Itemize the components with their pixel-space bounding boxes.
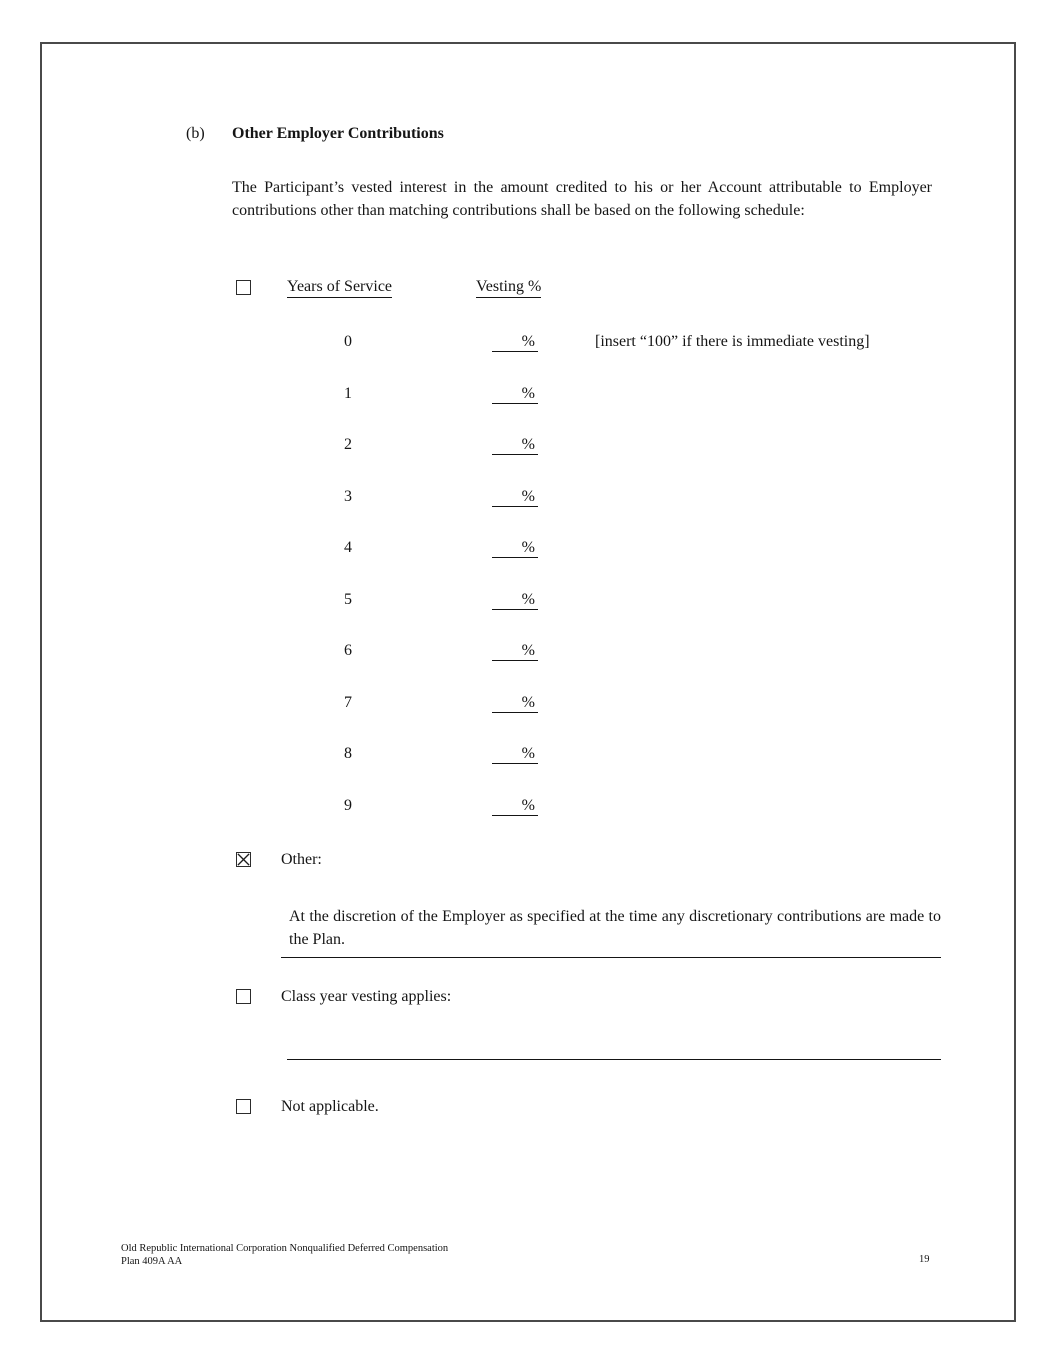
other-checkbox[interactable] xyxy=(236,852,251,867)
schedule-row xyxy=(236,436,956,488)
not-applicable-label: Not applicable. xyxy=(281,1098,379,1115)
vesting-percent-header: Vesting % xyxy=(476,278,541,298)
years-value: 1 xyxy=(344,384,352,402)
schedule-header-row xyxy=(236,278,956,333)
footer-line-1: Old Republic International Corporation Nonqualified Deferred Compensation xyxy=(121,1243,449,1254)
schedule-row xyxy=(236,333,956,385)
not-applicable-checkbox[interactable] xyxy=(236,1099,251,1114)
vesting-percent-blank[interactable]: % xyxy=(492,436,538,455)
section-title: Other Employer Contributions xyxy=(232,125,444,142)
other-label: Other: xyxy=(281,851,322,868)
vesting-percent-blank[interactable]: % xyxy=(492,385,538,404)
footer-line-2: Plan 409A AA xyxy=(121,1256,183,1267)
other-fill-in-text[interactable]: At the discretion of the Employer as specified at the time any discretionary contributions are made to the Plan. xyxy=(281,906,941,958)
years-value: 4 xyxy=(344,539,352,556)
vesting-percent-blank[interactable]: % xyxy=(492,745,538,764)
years-value: 9 xyxy=(344,796,352,814)
schedule-row xyxy=(236,745,956,797)
vesting-percent-blank[interactable]: % xyxy=(492,333,538,352)
years-value: 5 xyxy=(344,590,352,608)
schedule-checkbox[interactable] xyxy=(236,280,251,295)
schedule-row xyxy=(236,694,956,746)
page-number: 19 xyxy=(919,1254,930,1265)
schedule-row xyxy=(236,642,956,694)
vesting-percent-blank[interactable]: % xyxy=(492,642,538,661)
vesting-percent-blank[interactable]: % xyxy=(492,539,538,558)
vesting-percent-blank[interactable]: % xyxy=(492,591,538,610)
document-footer xyxy=(121,1242,448,1268)
class-year-fill-in-blank[interactable] xyxy=(287,1059,941,1060)
schedule-row xyxy=(236,591,956,643)
section-intro-paragraph: The Participant’s vested interest in the amount credited to his or her Account attributable to Employer contributions other than matching contributions shall be based on the following schedule: xyxy=(232,179,932,219)
class-year-label: Class year vesting applies: xyxy=(281,988,452,1005)
years-value: 8 xyxy=(344,745,352,762)
years-value: 7 xyxy=(344,693,352,711)
schedule-row xyxy=(236,539,956,591)
class-year-checkbox[interactable] xyxy=(236,989,251,1004)
schedule-row xyxy=(236,797,956,849)
not-applicable-option-row xyxy=(236,1098,956,1118)
class-year-option-row xyxy=(236,988,956,1008)
vesting-percent-blank[interactable]: % xyxy=(492,694,538,713)
x-mark-icon xyxy=(237,853,250,866)
years-of-service-header: Years of Service xyxy=(287,278,392,298)
immediate-vesting-note: [insert “100” if there is immediate vesting] xyxy=(595,333,870,350)
vesting-percent-blank[interactable]: % xyxy=(492,797,538,816)
schedule-row xyxy=(236,488,956,540)
vesting-schedule-table xyxy=(236,278,956,848)
years-value: 0 xyxy=(344,333,352,350)
vesting-percent-blank[interactable]: % xyxy=(492,488,538,507)
schedule-row xyxy=(236,385,956,437)
other-option-row xyxy=(236,851,956,871)
years-value: 6 xyxy=(344,642,352,659)
years-value: 3 xyxy=(344,487,352,505)
years-value: 2 xyxy=(344,436,352,453)
section-label: (b) xyxy=(186,125,205,142)
